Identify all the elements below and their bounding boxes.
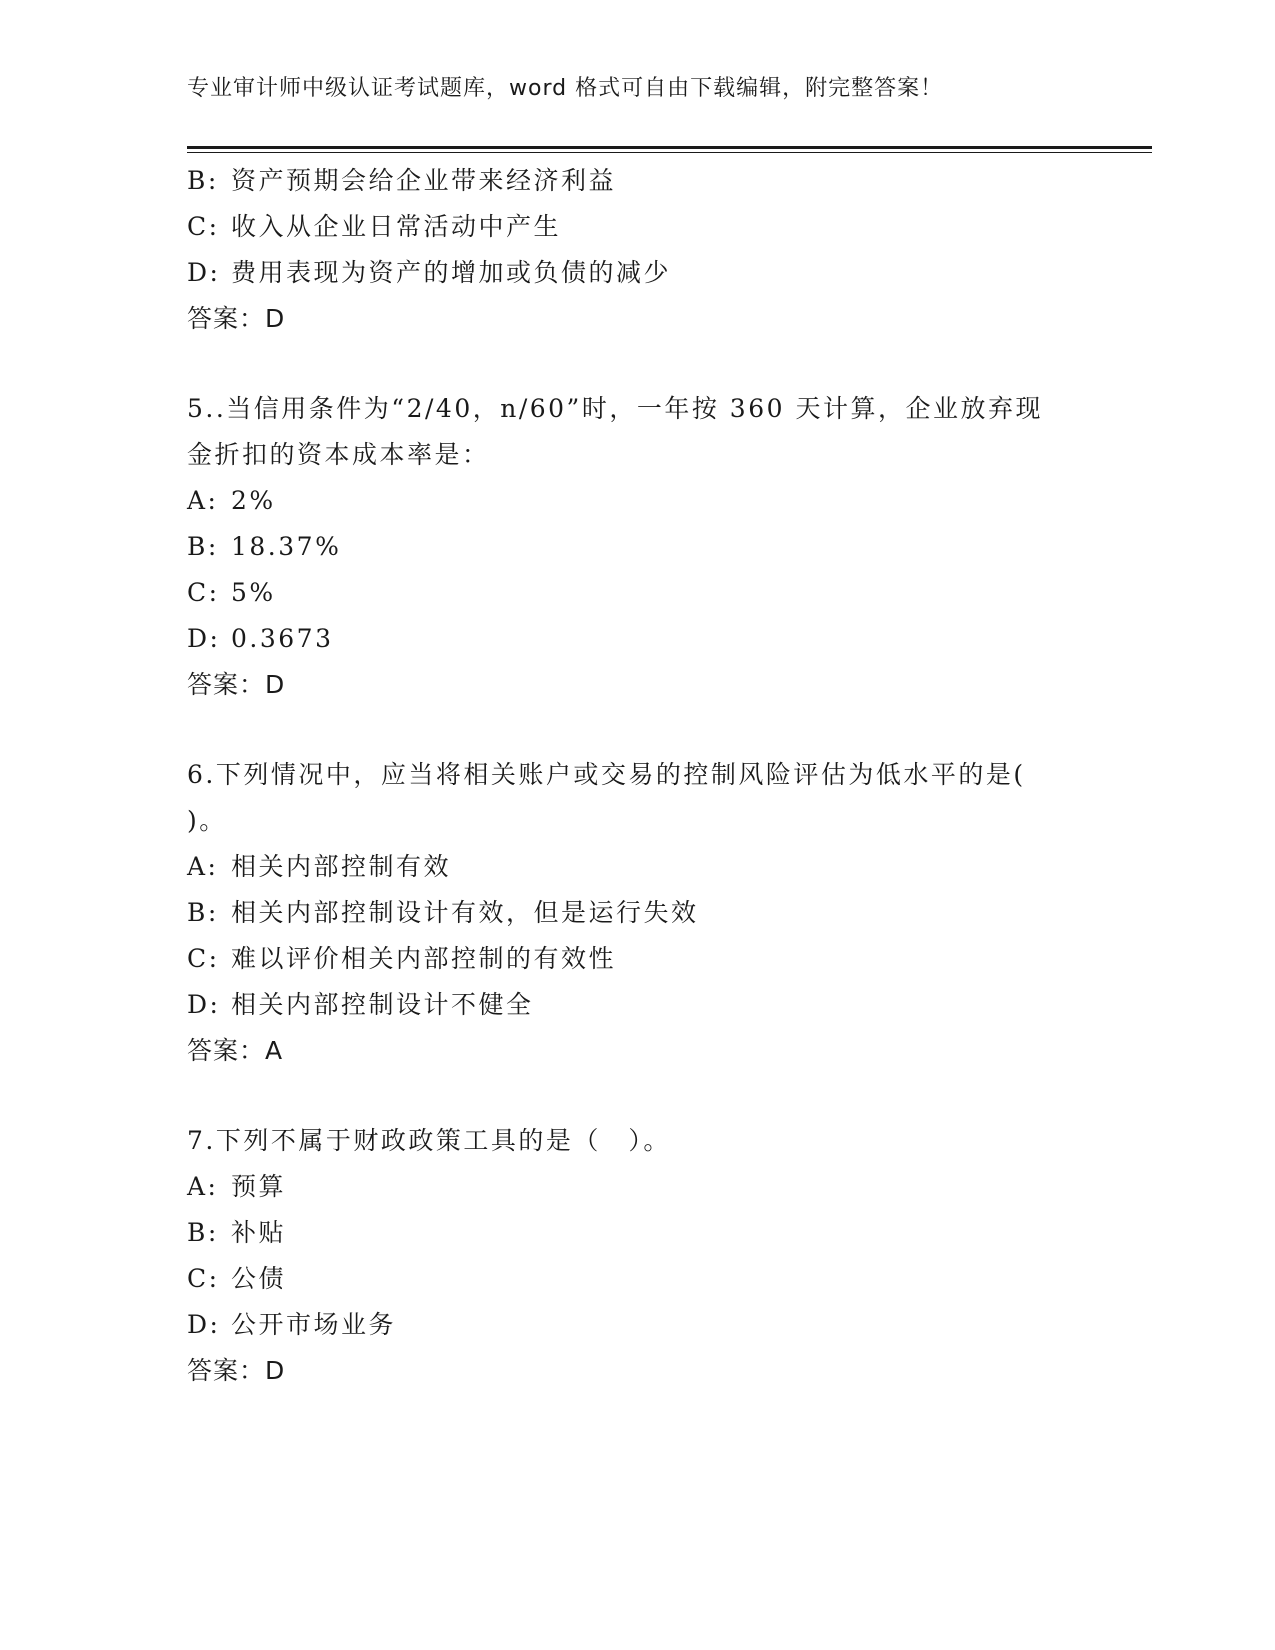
option-text: 预算 — [231, 1172, 287, 1201]
option-line — [187, 524, 1087, 570]
option-text: 0.3673 — [231, 624, 334, 653]
option-text: 5% — [231, 578, 276, 607]
option-letter: D: — [187, 258, 221, 287]
option-line — [187, 1210, 1087, 1256]
option-line — [187, 570, 1087, 616]
question-stem: 5..当信用条件为“2/40，n/60”时，一年按 360 天计算，企业放弃现 — [187, 394, 1043, 423]
option-letter: B: — [187, 532, 219, 561]
option-letter: B: — [187, 898, 219, 927]
option-text: 公开市场业务 — [231, 1310, 397, 1339]
option-line — [187, 250, 1087, 296]
option-line — [187, 204, 1087, 250]
option-line — [187, 844, 1087, 890]
option-text: 2% — [231, 486, 276, 515]
option-letter: B: — [187, 166, 219, 195]
header-rule-thin — [187, 152, 1152, 153]
answer-line: 答案：A — [187, 1036, 284, 1065]
page-header: 专业审计师中级认证考试题库，word 格式可自由下载编辑，附完整答案！ — [187, 76, 944, 101]
option-line — [187, 478, 1087, 524]
option-letter: A: — [187, 486, 219, 515]
option-text: 资产预期会给企业带来经济利益 — [231, 166, 617, 195]
option-text: 难以评价相关内部控制的有效性 — [231, 944, 617, 973]
question-stem: 6.下列情况中，应当将相关账户或交易的控制风险评估为低水平的是( — [187, 760, 1026, 789]
option-line — [187, 1164, 1087, 1210]
option-letter: A: — [187, 1172, 219, 1201]
option-text: 相关内部控制有效 — [231, 852, 452, 881]
option-line — [187, 616, 1087, 662]
header-rule-thick — [187, 146, 1152, 149]
option-letter: C: — [187, 1264, 220, 1293]
option-line — [187, 890, 1087, 936]
option-line — [187, 1302, 1087, 1348]
option-text: 相关内部控制设计不健全 — [231, 990, 534, 1019]
question-stem: 金折扣的资本成本率是： — [187, 440, 490, 469]
option-line — [187, 936, 1087, 982]
question-content — [187, 158, 1087, 1394]
option-text: 费用表现为资产的增加或负债的减少 — [231, 258, 672, 287]
option-text: 相关内部控制设计有效，但是运行失效 — [231, 898, 699, 927]
option-letter: C: — [187, 944, 220, 973]
option-line — [187, 158, 1087, 204]
option-letter: A: — [187, 852, 219, 881]
answer-line: 答案：D — [187, 670, 286, 699]
option-text: 公债 — [231, 1264, 287, 1293]
option-letter: D: — [187, 1310, 221, 1339]
option-letter: D: — [187, 624, 221, 653]
option-text: 收入从企业日常活动中产生 — [231, 212, 562, 241]
option-letter: C: — [187, 212, 220, 241]
option-letter: B: — [187, 1218, 219, 1247]
option-line — [187, 1256, 1087, 1302]
answer-line: 答案：D — [187, 1356, 286, 1385]
question-stem: 7.下列不属于财政政策工具的是（ ）。 — [187, 1126, 671, 1155]
option-text: 补贴 — [231, 1218, 287, 1247]
question-stem: )。 — [187, 806, 227, 835]
option-text: 18.37% — [231, 532, 342, 561]
answer-line: 答案：D — [187, 304, 286, 333]
option-line — [187, 982, 1087, 1028]
option-letter: D: — [187, 990, 221, 1019]
option-letter: C: — [187, 578, 220, 607]
